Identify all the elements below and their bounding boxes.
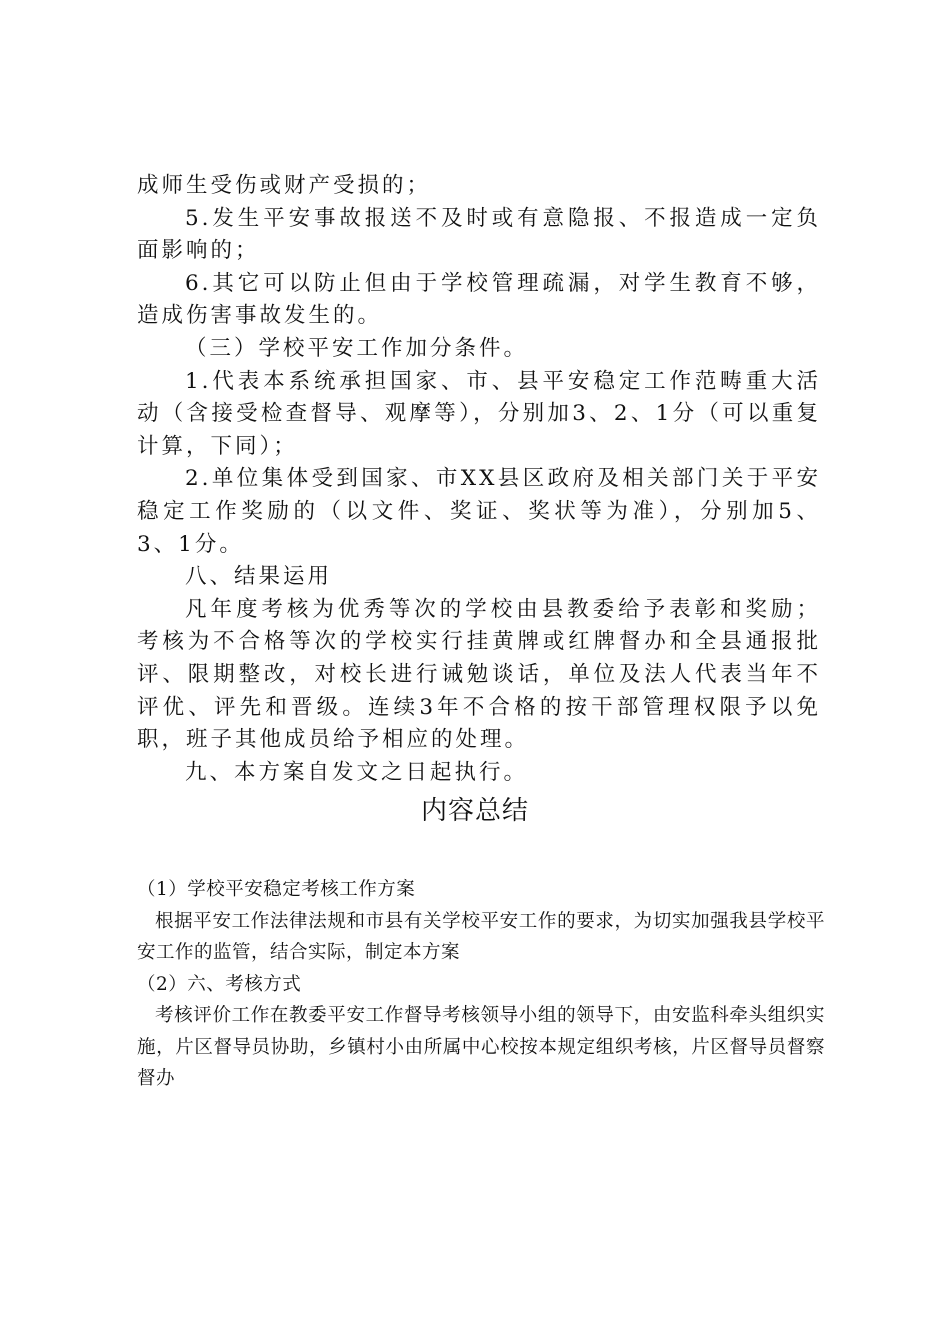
section-heading: （三）学校平安工作加分条件。 xyxy=(185,335,529,361)
paragraph: 1.代表本系统承担国家、市、县平安稳定工作范畴重大活动（含接受检查督导、观摩等），分别加3、2、1分（可以重复计算，下同）； xyxy=(137,368,821,459)
paragraph: 成师生受伤或财产受损的； xyxy=(137,173,432,198)
summary-item-heading: （2）六、考核方式 xyxy=(137,973,302,995)
paragraph: 5.发生平安事故报送不及时或有意隐报、不报造成一定负面影响的； xyxy=(137,205,821,264)
summary-title: 内容总结 xyxy=(420,796,529,826)
section-heading: 八、结果运用 xyxy=(185,564,333,590)
summary-item-heading: （1）学校平安稳定考核工作方案 xyxy=(137,879,416,900)
summary-section xyxy=(137,874,825,1095)
paragraph: 2.单位集体受到国家、市XX县区政府及相关部门关于平安稳定工作奖励的（以文件、奖证、奖状等为准），分别加5、3、1分。 xyxy=(137,466,821,557)
summary-item-text: 根据平安工作法律法规和市县有关学校平安工作的要求，为切实加强我县学校平安工作的监管，结合实际，制定本方案 xyxy=(137,910,825,963)
summary-item-text: 考核评价工作在教委平安工作督导考核领导小组的领导下，由安监科牵头组织实施，片区督导员协助，乡镇村小由所属中心校按本规定组织考核，片区督导员督察督办 xyxy=(137,1005,825,1089)
paragraph: 凡年度考核为优秀等次的学校由县教委给予表彰和奖励；考核为不合格等次的学校实行挂黄牌或红牌督办和全县通报批评、限期整改，对校长进行诫勉谈话，单位及法人代表当年不评优、评先和晋级。连续3年不合格的按干部管理权限予以免职，班子其他成员给予相应的处理。 xyxy=(137,596,821,753)
section-heading: 九、本方案自发文之日起执行。 xyxy=(185,759,529,785)
document-body xyxy=(137,170,821,789)
paragraph: 6.其它可以防止但由于学校管理疏漏，对学生教育不够，造成伤害事故发生的。 xyxy=(137,270,821,329)
